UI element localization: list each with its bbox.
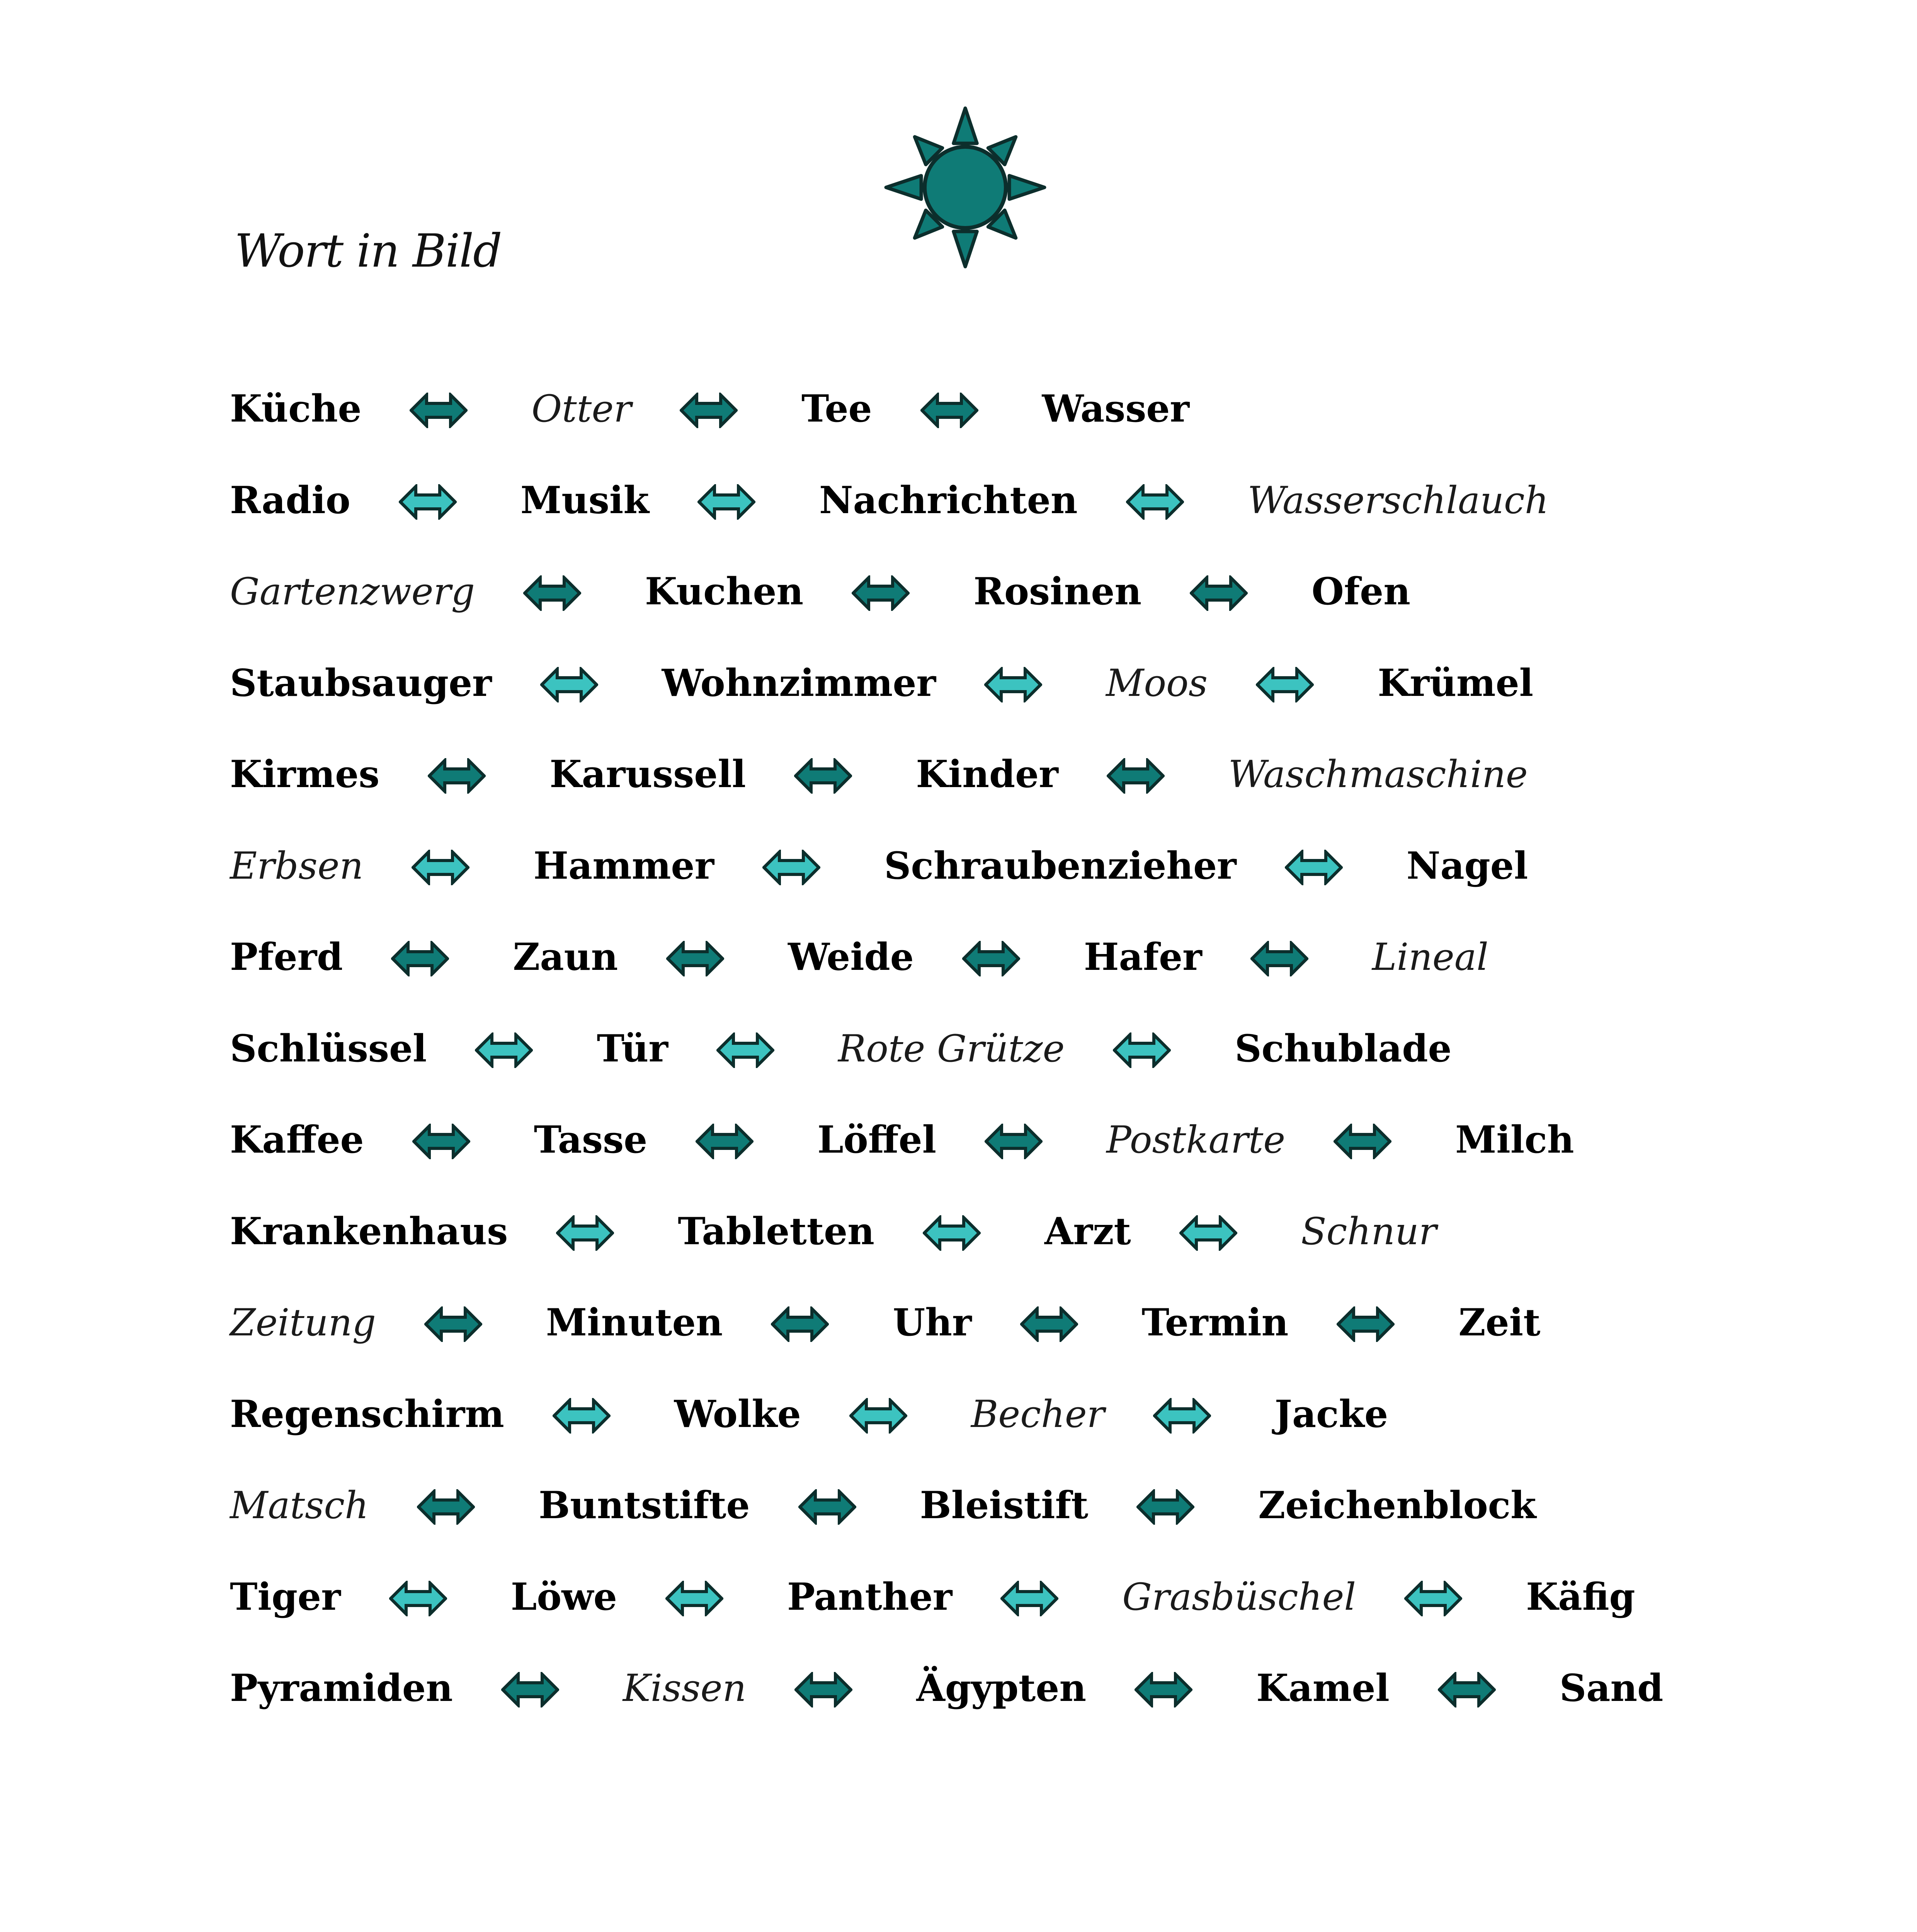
double-arrow-icon xyxy=(417,1489,475,1525)
word: Wohnzimmer xyxy=(662,661,936,705)
double-arrow-icon xyxy=(410,393,468,428)
sun-ray xyxy=(954,231,977,267)
double-arrow-icon xyxy=(553,1398,611,1434)
word: Rosinen xyxy=(973,570,1142,613)
double-arrow-icon xyxy=(1179,1215,1237,1251)
word: Pyramiden xyxy=(230,1666,453,1710)
double-arrow-icon xyxy=(716,1032,774,1068)
word: Uhr xyxy=(893,1301,972,1344)
double-arrow-icon xyxy=(475,1032,533,1068)
word: Tee xyxy=(801,387,872,430)
word: Kamel xyxy=(1256,1666,1390,1710)
word: Buntstifte xyxy=(538,1483,750,1527)
word: Kirmes xyxy=(230,752,380,796)
double-arrow-icon xyxy=(798,1489,856,1525)
sun-icon xyxy=(876,104,1054,270)
double-arrow-icon xyxy=(428,758,486,794)
odd-word: Moos xyxy=(1106,661,1208,705)
sun-ray xyxy=(954,108,977,143)
odd-word: Schnur xyxy=(1301,1209,1437,1253)
double-arrow-icon xyxy=(920,393,978,428)
word: Kaffee xyxy=(230,1118,364,1162)
word: Arzt xyxy=(1044,1209,1131,1253)
double-arrow-icon xyxy=(1020,1306,1078,1342)
word: Käfig xyxy=(1526,1575,1635,1619)
double-arrow-icon xyxy=(1000,1581,1058,1616)
word: Karussell xyxy=(549,752,746,796)
word: Radio xyxy=(230,478,350,522)
odd-word: Gartenzwerg xyxy=(230,570,475,613)
double-arrow-icon xyxy=(984,667,1042,702)
odd-word: Postkarte xyxy=(1106,1118,1286,1162)
word: Krankenhaus xyxy=(230,1209,508,1253)
word: Termin xyxy=(1141,1301,1289,1344)
word: Tiger xyxy=(230,1575,341,1619)
word: Zeit xyxy=(1458,1301,1541,1344)
word: Wolke xyxy=(674,1392,801,1436)
double-arrow-icon xyxy=(697,484,755,520)
word: Panther xyxy=(787,1575,953,1619)
odd-word: Erbsen xyxy=(230,844,364,888)
double-arrow-icon xyxy=(794,1672,852,1708)
odd-word: Becher xyxy=(971,1392,1105,1436)
double-arrow-icon xyxy=(962,941,1020,976)
double-arrow-icon xyxy=(1126,484,1184,520)
double-arrow-icon xyxy=(391,941,449,976)
double-arrow-icon xyxy=(1190,575,1248,611)
double-arrow-icon xyxy=(1285,850,1343,885)
odd-word: Matsch xyxy=(230,1484,369,1527)
word: Schraubenzieher xyxy=(884,844,1237,888)
word: Hafer xyxy=(1084,935,1202,979)
word: Musik xyxy=(520,478,649,522)
word: Minuten xyxy=(546,1301,723,1344)
double-arrow-icon xyxy=(412,1124,470,1159)
double-arrow-icon xyxy=(389,1581,447,1616)
odd-word: Lineal xyxy=(1372,935,1488,979)
word: Tasse xyxy=(534,1118,648,1162)
double-arrow-icon xyxy=(1256,667,1314,702)
word: Pferd xyxy=(230,935,343,979)
word: Ägypten xyxy=(916,1666,1087,1710)
word: Löwe xyxy=(510,1575,617,1619)
word: Sand xyxy=(1559,1666,1664,1710)
double-arrow-icon xyxy=(665,1581,723,1616)
word: Bleistift xyxy=(920,1483,1089,1527)
double-arrow-icon xyxy=(1250,941,1308,976)
double-arrow-icon xyxy=(1438,1672,1496,1708)
odd-word: Wasserschlauch xyxy=(1247,478,1549,522)
word: Zaun xyxy=(513,935,618,979)
double-arrow-icon xyxy=(762,850,820,885)
word: Weide xyxy=(788,935,914,979)
double-arrow-icon xyxy=(1135,1672,1192,1708)
word: Hammer xyxy=(533,844,714,888)
page-title: Wort in Bild xyxy=(235,224,502,277)
double-arrow-icon xyxy=(412,850,469,885)
sun-ray xyxy=(886,176,921,199)
double-arrow-icon xyxy=(985,1124,1043,1159)
word: Küche xyxy=(230,387,362,430)
word: Nagel xyxy=(1406,844,1528,888)
double-arrow-icon xyxy=(794,758,852,794)
word: Tabletten xyxy=(678,1209,874,1253)
odd-word: Rote Grütze xyxy=(838,1027,1065,1070)
odd-word: Zeitung xyxy=(230,1301,376,1344)
double-arrow-icon xyxy=(523,575,581,611)
word: Nachrichten xyxy=(819,478,1078,522)
double-arrow-icon xyxy=(1337,1306,1395,1342)
word: Tür xyxy=(597,1026,668,1070)
word: Jacke xyxy=(1274,1392,1388,1436)
double-arrow-icon xyxy=(540,667,598,702)
double-arrow-icon xyxy=(849,1398,907,1434)
double-arrow-icon xyxy=(923,1215,981,1251)
word: Löffel xyxy=(817,1118,937,1162)
double-arrow-icon xyxy=(1334,1124,1391,1159)
double-arrow-icon xyxy=(680,393,738,428)
double-arrow-icon xyxy=(1404,1581,1462,1616)
word: Schublade xyxy=(1235,1026,1452,1070)
double-arrow-icon xyxy=(501,1672,559,1708)
double-arrow-icon xyxy=(666,941,724,976)
word: Milch xyxy=(1455,1118,1574,1162)
odd-word: Kissen xyxy=(623,1667,747,1710)
sun-ray xyxy=(1009,176,1044,199)
word: Krümel xyxy=(1378,661,1534,705)
word: Zeichenblock xyxy=(1258,1483,1536,1527)
word: Schlüssel xyxy=(230,1026,427,1070)
word: Ofen xyxy=(1311,570,1410,613)
double-arrow-icon xyxy=(1107,758,1165,794)
odd-word: Otter xyxy=(531,387,632,430)
odd-word: Waschmaschine xyxy=(1228,753,1528,796)
odd-word: Grasbüschel xyxy=(1122,1575,1356,1619)
double-arrow-icon xyxy=(1113,1032,1171,1068)
word: Regenschirm xyxy=(230,1392,504,1436)
double-arrow-icon xyxy=(399,484,457,520)
word: Kinder xyxy=(916,752,1058,796)
word: Kuchen xyxy=(645,570,804,613)
double-arrow-icon xyxy=(1136,1489,1194,1525)
double-arrow-icon xyxy=(424,1306,482,1342)
double-arrow-icon xyxy=(556,1215,614,1251)
word: Staubsauger xyxy=(230,661,492,705)
sun-disc xyxy=(925,147,1006,228)
double-arrow-icon xyxy=(771,1306,829,1342)
word: Wasser xyxy=(1042,387,1190,430)
double-arrow-icon xyxy=(696,1124,754,1159)
double-arrow-icon xyxy=(1153,1398,1211,1434)
double-arrow-icon xyxy=(852,575,910,611)
